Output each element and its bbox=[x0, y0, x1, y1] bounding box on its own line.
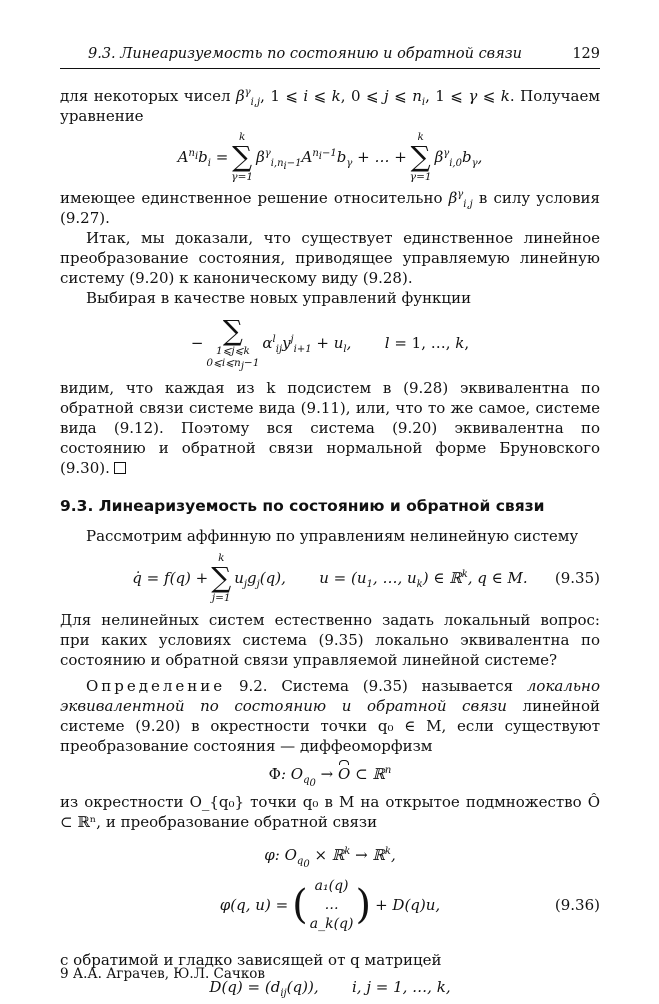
definition-label: Определение bbox=[86, 677, 226, 695]
equation-diffeo: Φ: $O_{q_0} \to O$ ⊂ ℝ$^n$ bbox=[268, 765, 392, 789]
page-content bbox=[60, 86, 600, 1004]
paragraph-9: с обратимой и гладко зависящей от q матрицей bbox=[60, 951, 442, 969]
paragraph-3: Итак, мы доказали, что существует единственное линейное преобразование состояния, приводящее управляемую линейную систему (9.20) к каноническому виду (9.28). bbox=[60, 229, 600, 287]
definition-9-2: Определение 9.2. Система (9.35) называется локально эквивалентной по состоянию и обратной связи линейной системе (9.20) в окрестности точки q₀ ∈ M, если существуют преобразование состояния — диффеоморфизм bbox=[60, 677, 600, 755]
equation-tag-9-36: (9.36) bbox=[554, 896, 600, 914]
equation-9-36: φ(q, u) = ( a₁(q) … a_k(q) ) + D(q)u, (9.36) bbox=[60, 870, 600, 940]
paragraph-5: видим, что каждая из k подсистем в (9.28) эквивалентна по обратной связи системе вида (9.11), или, что то же самое, системе вида (9.12). Поэтому вся система (9.20) эквивалентна по состоянию и обратной связи нормальной форме Бруновского (9.30). bbox=[60, 379, 600, 477]
equation-2: − ∑ 1⩽j⩽k $0⩽i⩽n_j-1$ $\alpha^l_{ij}y^j_{i+1} + u_l$, l = 1, …, k, bbox=[190, 314, 470, 373]
paragraph-6: Рассмотрим аффинную по управлениям нелинейную систему bbox=[86, 527, 579, 545]
section-heading: 9.3. Линеаризуемость по состоянию и обратной связи bbox=[60, 497, 545, 515]
footer-signature: 9 А.А. Аграчев, Ю.Л. Сачков bbox=[60, 966, 266, 982]
equation-matrix-d: $D(q) = (d_{ij}(q))$, i, j = 1, …, k, bbox=[209, 978, 451, 999]
paragraph-4: Выбирая в качестве новых управлений функции bbox=[86, 289, 472, 307]
paragraph-8: из окрестности O_{q₀} точки q₀ в M на открытое подмножество Ô ⊂ ℝⁿ, и преобразование обратной связи bbox=[60, 793, 600, 831]
paragraph-7: Для нелинейных систем естественно задать локальный вопрос: при каких условиях система (9.35) локально эквивалентна по состоянию и обратной связи управляемой линейной системе? bbox=[60, 611, 600, 669]
equation-9-35: q̇ = f(q) + k ∑ j=1 $u_jg_j(q)$, $u = (u_1$, …, $u_k$) ∈ ℝ$^k$, q ∈ M. (9.35) bbox=[132, 552, 600, 604]
definition-term: локально эквивалентной по состоянию и обратной связи bbox=[60, 677, 600, 715]
page-number: 129 bbox=[572, 46, 600, 62]
paragraph-1: для некоторых чисел $\beta^\gamma_{i,j}$, 1 ⩽ i ⩽ k, 0 ⩽ j ⩽ $n_i$, 1 ⩽ γ ⩽ k. Получаем уравнение bbox=[60, 87, 600, 125]
qed-square bbox=[114, 462, 126, 474]
running-header-title: 9.3. Линеаризуемость по состоянию и обратной связи bbox=[88, 46, 522, 62]
equation-feedback-map: φ: $O_{q_0}$ × ℝ$^k$ → ℝ$^k$, bbox=[264, 846, 396, 870]
paragraph-2: имеющее единственное решение относительно $\beta^\gamma_{i,j}$ в силу условия (9.27). bbox=[60, 189, 600, 227]
equation-tag-9-35: (9.35) bbox=[554, 569, 600, 587]
matrix-a: ( a₁(q) … a_k(q) ) bbox=[292, 877, 372, 932]
header-rule bbox=[60, 68, 600, 69]
running-header bbox=[88, 46, 600, 62]
equation-1: $A^{n_i}b_i$ = k ∑ γ=1 $\beta^\gamma_{i,n_i-1}A^{n_i-1}b_\gamma$ + … + k ∑ γ=1 $\beta^\gamma_{i,0}b_\gamma$, bbox=[177, 131, 483, 183]
